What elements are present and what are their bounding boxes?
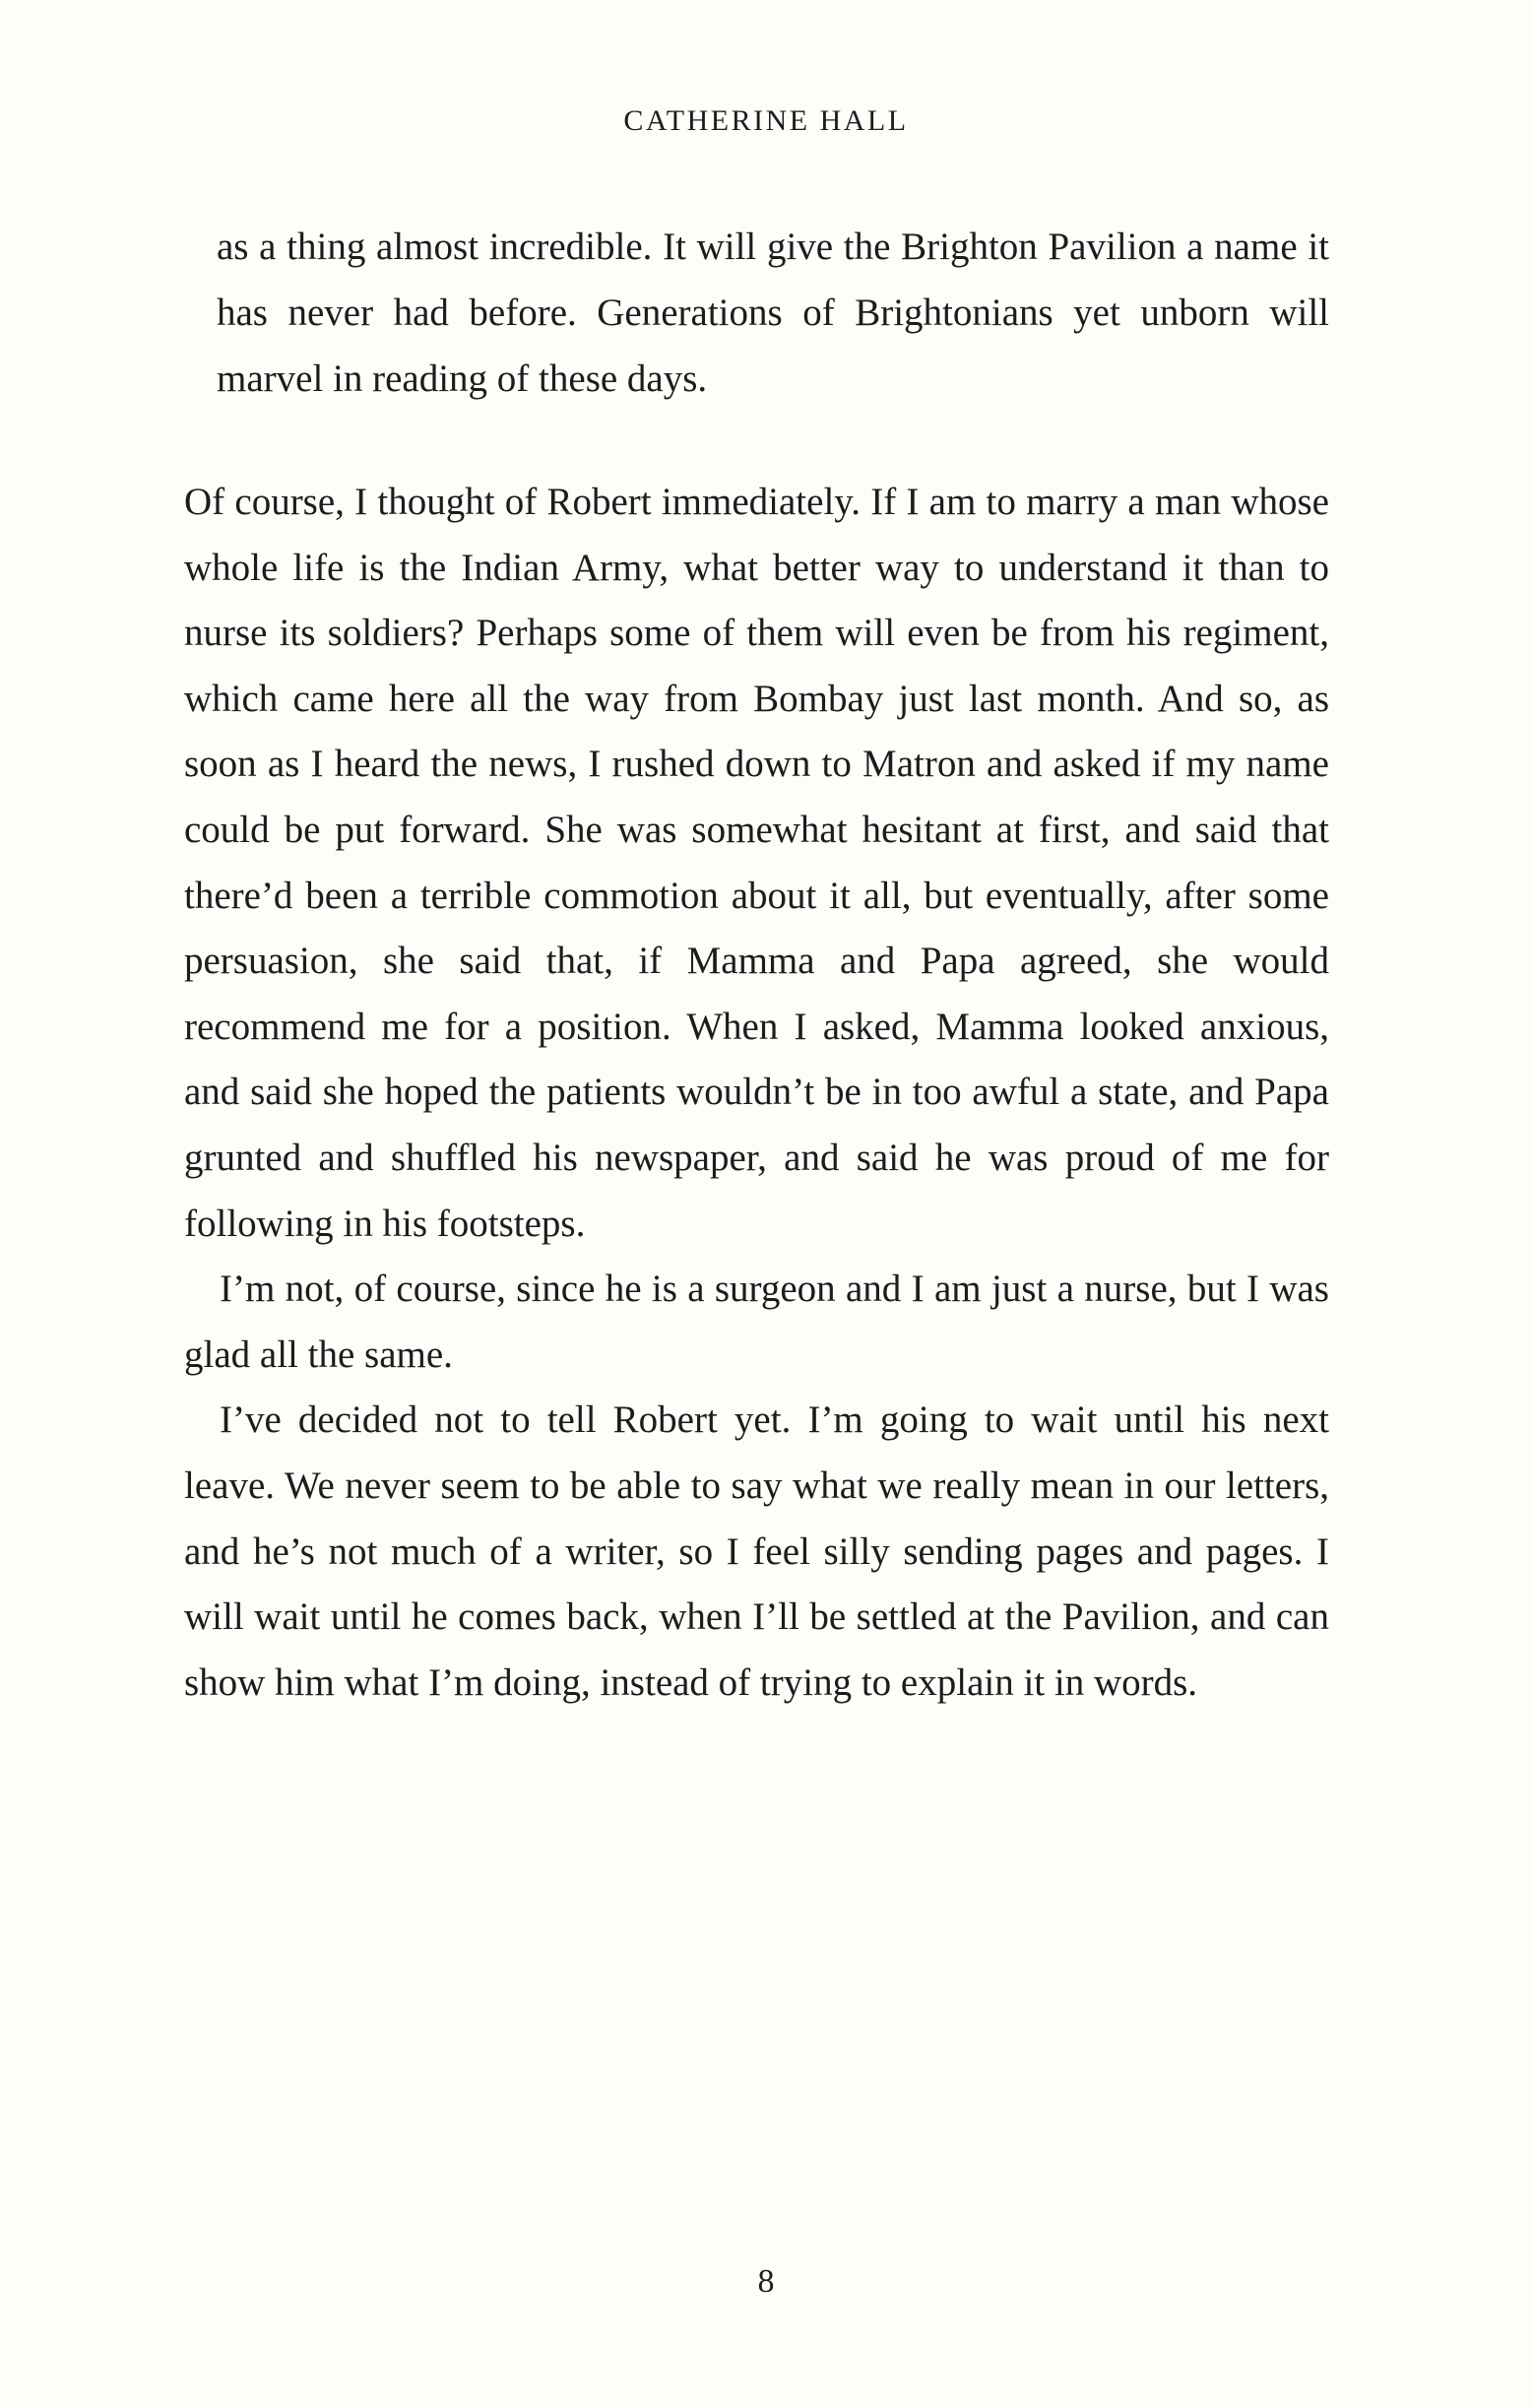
block-quotation [217,214,1329,412]
quotation-text: as a thing almost incredible. It will give the Brighton Pavilion a name it has never had before. Generations of Brightonians yet unborn will marvel in reading of these days. [217,226,1329,400]
paragraph-1: Of course, I thought of Robert immediately. If I am to marry a man whose whole life is the Indian Army, what better way to understand it than to nurse its soldiers? Perhaps some of them will even be from his regiment, which came here all the way from Bombay just last month. And so, as soon as I heard the news, I rushed down to Matron and asked if my name could be put forward. She was somewhat hesitant at first, and said that there’d been a terrible commotion about it all, but eventually, after some persuasion, she said that, if Mamma and Papa agreed, she would recommend me for a position. When I asked, Mamma looked anxious, and said she hoped the patients wouldn’t be in too awful a state, and Papa grunted and shuffled his newspaper, and said he was proud of me for following in his footsteps. [184,481,1329,1245]
page-number: 8 [757,2263,775,2300]
running-head: CATHERINE HALL [623,104,909,137]
body-text [184,470,1329,1716]
paragraph-3: I’ve decided not to tell Robert yet. I’m going to wait until his next leave. We never seem to be able to say what we really mean in our letters, and he’s not much of a writer, so I feel silly sending pages and pages. I will wait until he comes back, when I’ll be settled at the Pavilion, and can show him what I’m doing, instead of trying to explain it in words. [184,1399,1329,1704]
paragraph-2: I’m not, of course, since he is a surgeon and I am just a nurse, but I was glad all the same. [184,1268,1329,1376]
